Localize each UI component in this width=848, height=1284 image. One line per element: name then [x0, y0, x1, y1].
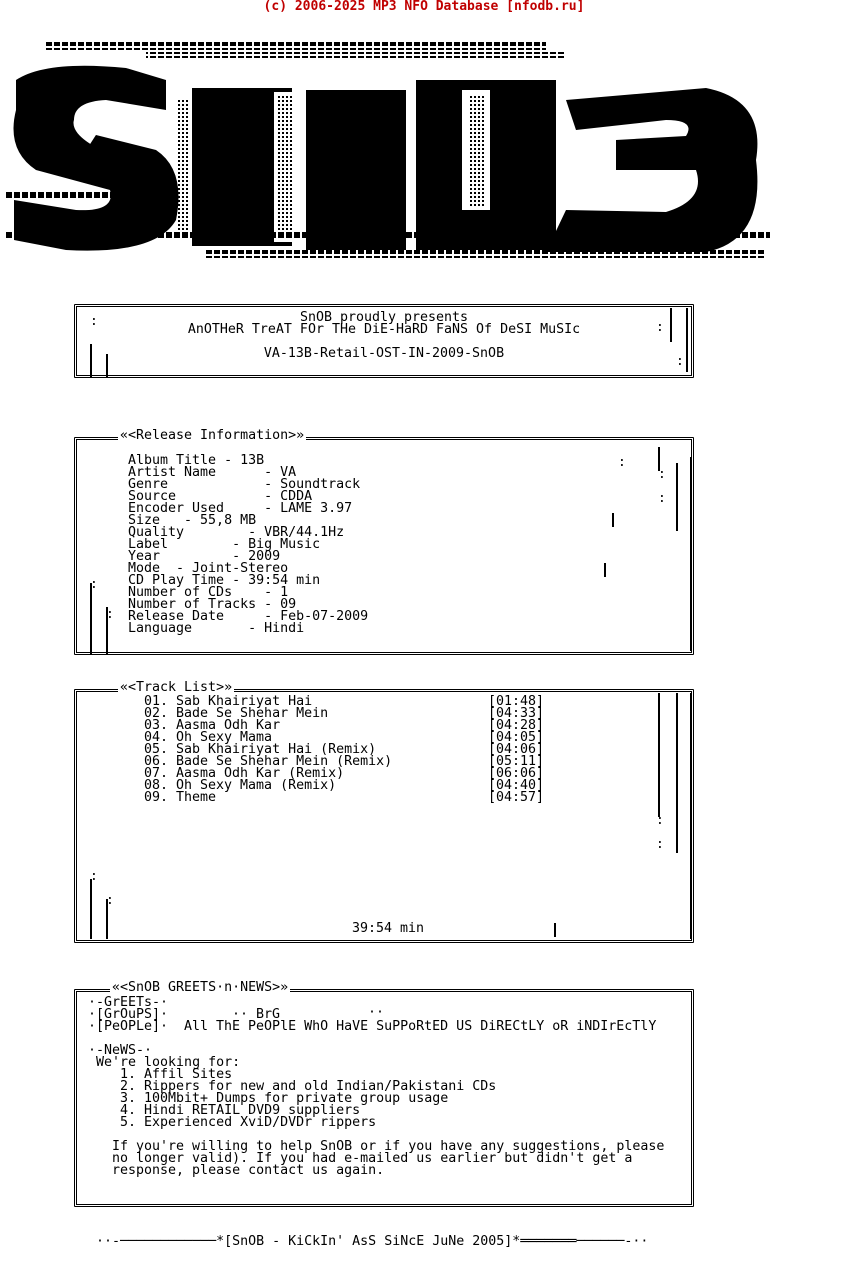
greets-heading: ·-GrEETs-· — [88, 995, 169, 1010]
track-title: Aasma Odh Kar (Remix) — [176, 766, 345, 781]
track-number: 07. — [144, 766, 169, 781]
greets-news-box — [74, 980, 694, 1207]
track-title: Theme — [176, 790, 217, 805]
track-time: [04:06] — [488, 742, 545, 757]
news-message-line: If you're willing to help SnOB or if you have any suggestions, please — [112, 1139, 665, 1154]
track-title: Bade Se Shehar Mein — [176, 706, 329, 721]
track-title: Sab Khairiyat Hai (Remix) — [176, 742, 377, 757]
release-info-line: Artist Name - VA — [128, 465, 297, 480]
news-message-line: no longer valid). If you had e-mailed us earlier but didn't get a — [112, 1151, 633, 1166]
people-label: ·[PeOPLe]· — [88, 1019, 169, 1034]
snob-logo — [6, 40, 770, 262]
track-time: [01:48] — [488, 694, 545, 709]
news-list-item: 2. Rippers for new and old Indian/Pakistani CDs — [120, 1079, 497, 1094]
header-box: : : : SnOB proudly presents AnOTHeR TreAT FOr THe DiE-HaRD FaNS Of DeSI MuSIc VA-13B-Retail-OST-IN-2009-SnOB — [74, 304, 694, 378]
track-number: 08. — [144, 778, 169, 793]
track-number: 02. — [144, 706, 169, 721]
news-list-item: 3. 100Mbit+ Dumps for private group usage — [120, 1091, 449, 1106]
release-info-line: Label - Big Music — [128, 537, 321, 552]
tracklist-box: «<Track List>» : : : : 01. Sab Khairiyat Hai [01:48] 02. Bade Se Shehar Mein [04:33] 03. Aasma Odh Kar [04:28] 04. Oh Sexy Mama [04:05] 05. Sab Khairiyat Hai (Remix) [04:06] 06. Bade Se Shehar Mein (Remix) [05:11] 07. Aasma Odh Kar (Remix) [06:06] 08. Oh Sexy Mama (Remix) [04:40] 09. Theme [04:57] 39:54 min — [74, 689, 694, 943]
release-info-line: Year - 2009 — [128, 549, 281, 564]
news-message-line: response, please contact us again. — [112, 1163, 385, 1178]
track-time: [06:06] — [488, 766, 545, 781]
looking-for: We're looking for: — [96, 1055, 241, 1070]
release-info-title: «<Release Information>» — [120, 428, 305, 443]
header-presents: SnOB proudly presents — [299, 310, 469, 325]
footer-banner: ··-────────────*[SnOB - KiCkIn' AsS SiNcE JuNe 2005]*═══════──────-·· — [96, 1234, 649, 1249]
tracklist-title: «<Track List>» — [120, 680, 233, 695]
track-number: 05. — [144, 742, 169, 757]
track-time: [04:57] — [488, 790, 545, 805]
release-info-line: Release Date - Feb-07-2009 — [128, 609, 369, 624]
release-info-box: «<Release Information>» : : : : : Album Title - 13B Artist Name - VA Genre - Soundtrack Source - CDDA Encoder Used - LAME 3.97 Size - 55,8 MB Quality - VBR/44.1Hz Label - Big Music Year - 2009 Mode - Joint-Stereo CD Play Time - 39:54 min Number of CDs - 1 Number of Tracks - 09 Release Date - Feb-07-2009 Language - Hindi — [74, 437, 694, 655]
groups-value: ·· BrG — [232, 1007, 281, 1022]
track-title: Bade Se Shehar Mein (Remix) — [176, 754, 393, 769]
track-number: 03. — [144, 718, 169, 733]
people-value: All ThE PeOPlE WhO HaVE SuPPoRtED US DiRECtLY oR iNDIrEcTlY — [184, 1019, 657, 1034]
track-number: 04. — [144, 730, 169, 745]
release-info-line: Quality - VBR/44.1Hz — [128, 525, 345, 540]
track-time: [05:11] — [488, 754, 545, 769]
track-title: Aasma Odh Kar — [176, 718, 281, 733]
header-tagline: AnOTHeR TreAT FOr THe DiE-HaRD FaNS Of DeSI MuSIc — [187, 322, 581, 337]
release-info-line: Album Title - 13B — [128, 453, 265, 468]
track-time: [04:40] — [488, 778, 545, 793]
track-number: 06. — [144, 754, 169, 769]
release-info-line: Size - 55,8 MB — [128, 513, 257, 528]
release-info-line: Language - Hindi — [128, 621, 305, 636]
release-info-line: Encoder Used - LAME 3.97 — [128, 501, 353, 516]
release-info-line: Genre - Soundtrack — [128, 477, 361, 492]
track-time: [04:33] — [488, 706, 545, 721]
release-info-line: CD Play Time - 39:54 min — [128, 573, 321, 588]
release-info-line: Mode - Joint-Stereo — [128, 561, 289, 576]
total-time: 39:54 min — [352, 921, 425, 936]
track-number: 01. — [144, 694, 169, 709]
groups-dots: ·· — [368, 1005, 385, 1020]
release-info-line: Source - CDDA — [128, 489, 313, 504]
copyright-banner: (c) 2006-2025 MP3 NFO Database [nfodb.ru] — [263, 0, 585, 14]
news-list-item: 5. Experienced XviD/DVDr rippers — [120, 1115, 377, 1130]
track-title: Oh Sexy Mama — [176, 730, 273, 745]
news-list-item: 4. Hindi RETAIL DVD9 suppliers — [120, 1103, 361, 1118]
groups-label: ·[GrOuPS]· — [88, 1007, 169, 1022]
release-info-line: Number of CDs - 1 — [128, 585, 289, 600]
track-time: [04:05] — [488, 730, 545, 745]
greets-title: «<SnOB GREETS·n·NEWS>» — [112, 980, 289, 995]
track-title: Sab Khairiyat Hai — [176, 694, 313, 709]
track-time: [04:28] — [488, 718, 545, 733]
news-heading: ·-NeWS-· — [88, 1043, 153, 1058]
track-number: 09. — [144, 790, 169, 805]
news-list-item: 1. Affil Sites — [120, 1067, 233, 1082]
release-info-line: Number of Tracks - 09 — [128, 597, 297, 612]
release-name: VA-13B-Retail-OST-IN-2009-SnOB — [263, 346, 505, 361]
track-title: Oh Sexy Mama (Remix) — [176, 778, 337, 793]
